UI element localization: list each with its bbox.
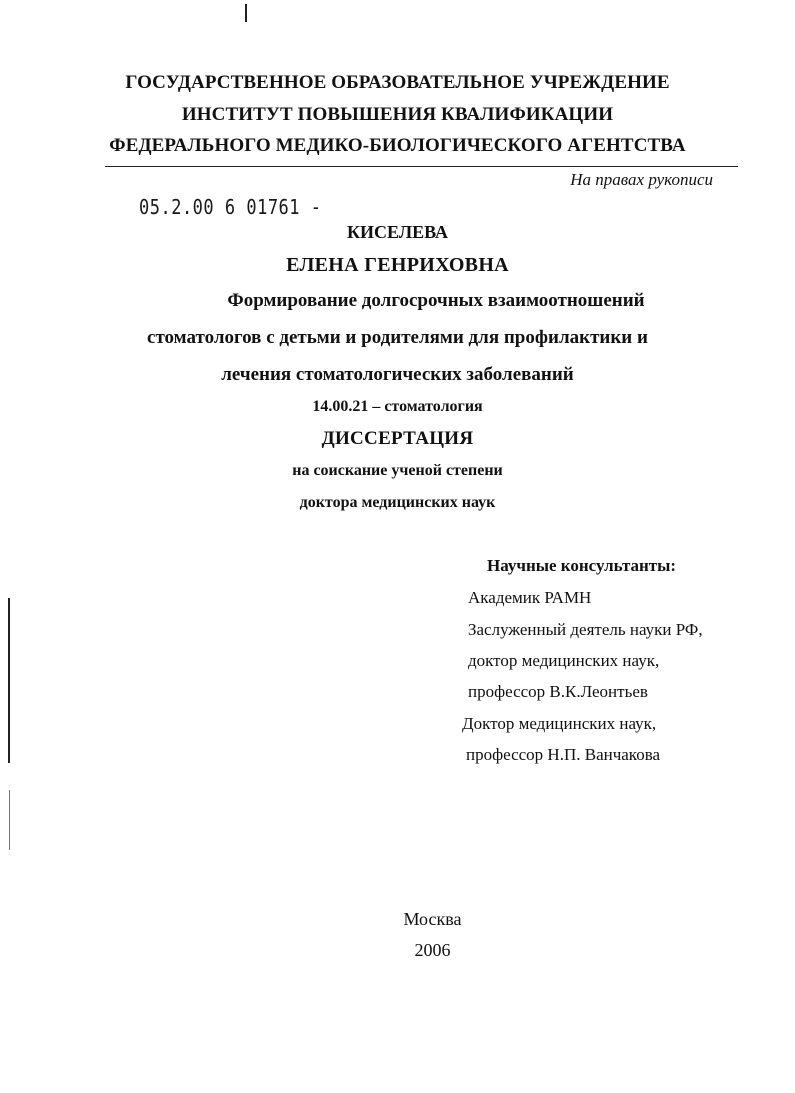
consultants-heading: Научные консультанты: — [487, 556, 677, 575]
consultant-line: профессор Н.П. Ванчакова — [466, 745, 661, 764]
registration-stamp: 05.2.00 6 01761 - — [139, 196, 322, 220]
author-given-names: ЕЛЕНА ГЕНРИХОВНА — [286, 254, 509, 276]
scan-mark-top — [245, 4, 247, 22]
scan-mark-left-edge — [8, 598, 10, 763]
consultant-line: профессор В.К.Леонтьев — [468, 682, 648, 701]
consultant-line: Доктор медицинских наук, — [462, 714, 657, 733]
institution-line-1: ГОСУДАРСТВЕННОЕ ОБРАЗОВАТЕЛЬНОЕ УЧРЕЖДЕНИЕ — [125, 72, 670, 93]
document-type: ДИССЕРТАЦИЯ — [321, 428, 474, 449]
specialty: 14.00.21 – стоматология — [312, 398, 483, 415]
institution-line-2: ИНСТИТУТ ПОВЫШЕНИЯ КВАЛИФИКАЦИИ — [181, 104, 614, 125]
consultant-line: доктор медицинских наук, — [468, 651, 660, 670]
thesis-title-line-3: лечения стоматологических заболеваний — [221, 364, 574, 385]
consultant-line: Заслуженный деятель науки РФ, — [468, 620, 703, 639]
city: Москва — [403, 909, 462, 929]
thesis-title-line-2: стоматологов с детьми и родителями для профилактики и — [147, 327, 648, 348]
degree-line-1: на соискание ученой степени — [292, 462, 503, 479]
institution-line-3: ФЕДЕРАЛЬНОГО МЕДИКО-БИОЛОГИЧЕСКОГО АГЕНТСТВА — [109, 135, 686, 156]
scan-mark-left-edge-lower — [9, 790, 10, 850]
degree-line-2: доктора медицинских наук — [299, 494, 496, 511]
header-divider — [105, 166, 738, 167]
consultant-line: Академик РАМН — [468, 588, 592, 607]
thesis-title-line-1: Формирование долгосрочных взаимоотношений — [227, 290, 645, 311]
manuscript-note: На правах рукописи — [570, 170, 713, 189]
year: 2006 — [414, 940, 451, 960]
author-surname: КИСЕЛЕВА — [346, 222, 449, 242]
